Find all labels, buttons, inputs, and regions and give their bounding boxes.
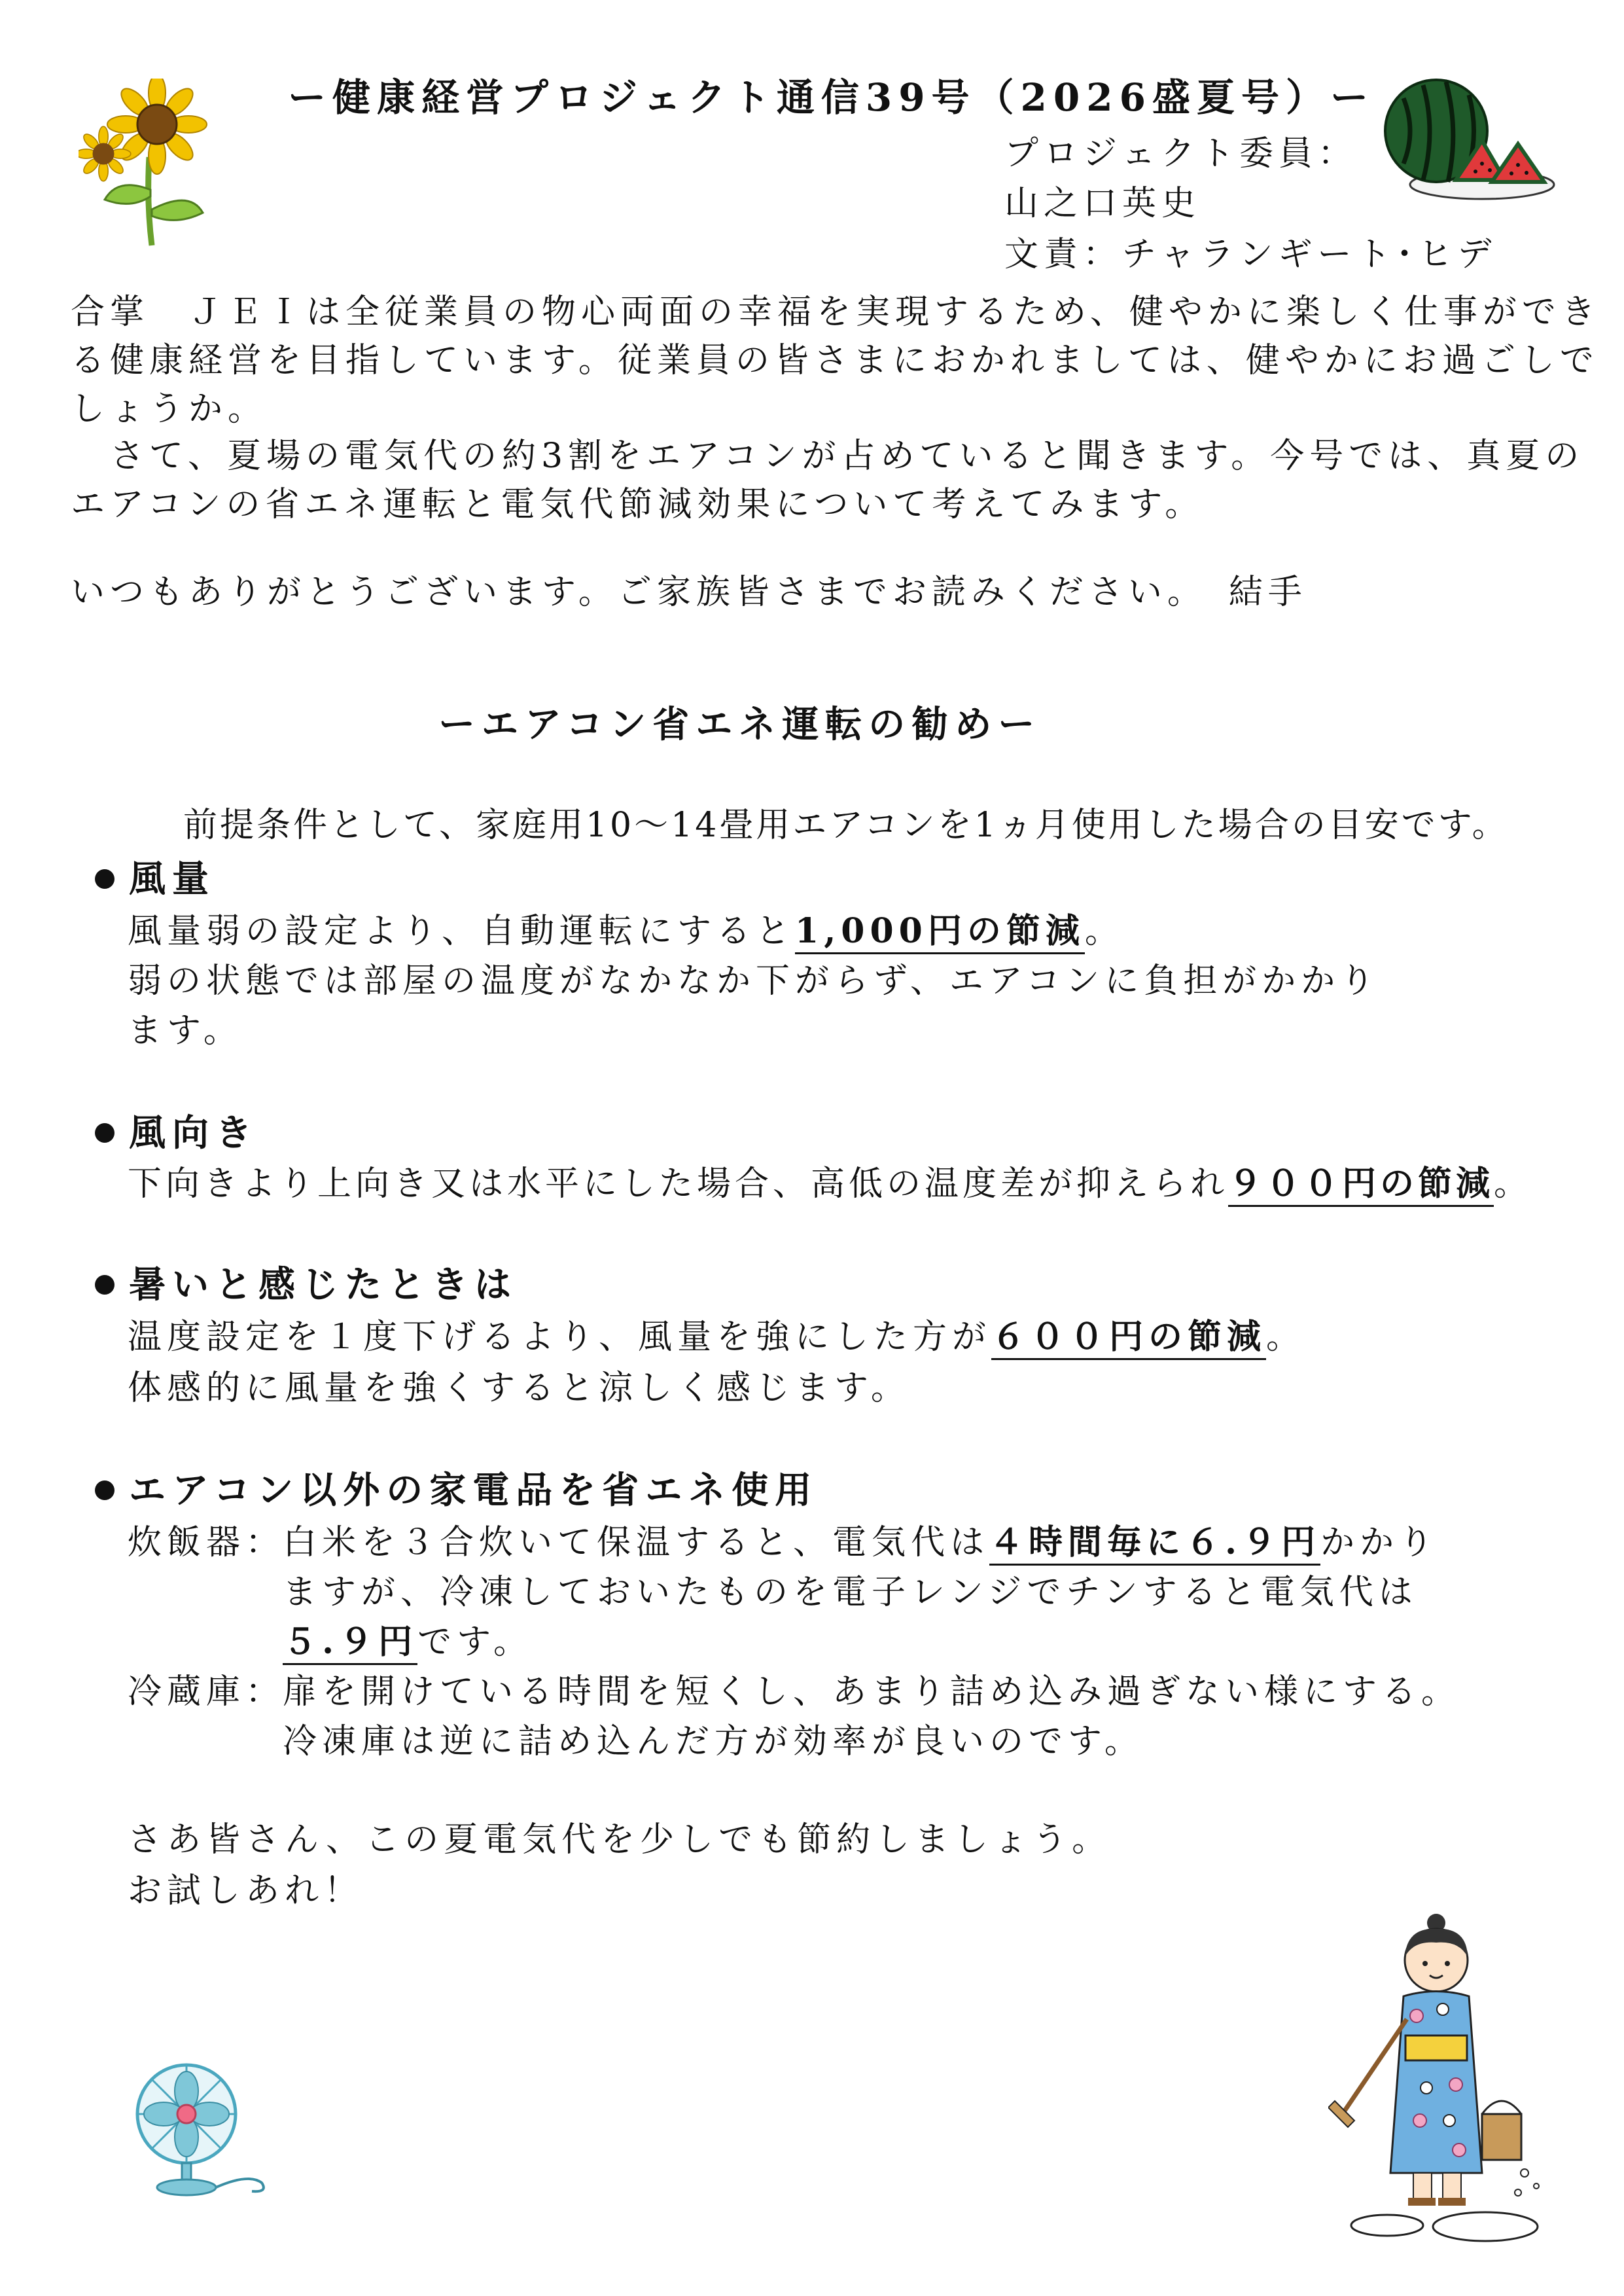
newsletter-title: ー健康経営プロジェクト通信39号（2026盛夏号）ー <box>288 75 1375 120</box>
rice-cooker-label: 炊飯器： <box>128 1523 285 1562</box>
wind-volume-line-3: ます。 <box>128 1011 243 1050</box>
fridge-line-1: 扉を開けている時間を短くし、あまり詰め込み過ぎない様にする。 <box>283 1672 1461 1712</box>
bullet-icon <box>95 1123 115 1143</box>
heading-feeling-hot: 暑いと感じたときは <box>95 1261 518 1309</box>
hot-line-2: 体感的に風量を強くすると涼しく感じます。 <box>128 1369 910 1408</box>
heading-appliances: エアコン以外の家電品を省エネ使用 <box>95 1466 818 1515</box>
committee-label: プロジェクト委員： <box>1004 134 1357 173</box>
yukata-girl-uchimizu-illustration <box>1328 1911 1551 2251</box>
bullet-icon <box>95 869 115 889</box>
intro-line-4: さて、夏場の電気代の約3割をエアコンが占めていると聞きます。今号では、真夏の <box>71 437 1585 476</box>
hot-line-1: 温度設定を１度下げるより、風量を強にした方が６００円の節減。 <box>128 1313 1305 1361</box>
bullet-icon <box>95 1480 115 1500</box>
wind-volume-line-2: 弱の状態では部屋の温度がなかなか下がらず、エアコンに負担がかかり <box>128 961 1380 1001</box>
watermelon-illustration <box>1377 72 1557 209</box>
intro-line-1: 合掌 ＪＥＩは全従業員の物心両面の幸福を実現するため、健やかに楽しく仕事ができ <box>71 293 1600 332</box>
electric-fan-illustration <box>131 2062 275 2199</box>
intro-line-2: る健康経営を目指しています。従業員の皆さまにおかれましては、健やかにお過ごしで <box>71 341 1599 380</box>
heading-wind-direction: 風向き <box>95 1109 258 1157</box>
rice-cooker-line-1: 白米を３合炊いて保温すると、電気代は４時間毎に６.９円かかり <box>283 1518 1438 1567</box>
committee-member: 山之口英史 <box>1004 184 1201 223</box>
closing-line-2: お試しあれ！ <box>128 1871 364 1910</box>
intro-line-3: しょうか。 <box>71 389 268 429</box>
rice-cooker-line-3: ５.９円です。 <box>283 1618 533 1666</box>
section-title: ーエアコン省エネ運転の勧めー <box>438 703 1042 746</box>
intro-line-5: エアコンの省エネ運転と電気代節減効果について考えてみます。 <box>71 485 1205 524</box>
wind-direction-line-1: 下向きより上向き又は水平にした場合、高低の温度差が抑えられ９００円の節減。 <box>128 1160 1532 1208</box>
intro-line-6: いつもありがとうございます。ご家族皆さまでお読みください。 結手 <box>71 573 1307 612</box>
wind-volume-line-1: 風量弱の設定より、自動運転にすると1,000円の節減。 <box>128 907 1124 956</box>
fridge-line-2: 冷凍庫は逆に詰め込んだ方が効率が良いのです。 <box>283 1722 1144 1761</box>
fridge-label: 冷蔵庫： <box>128 1672 285 1712</box>
bullet-icon <box>95 1275 115 1295</box>
editor-credit: 文責：チャランギート･ヒデ <box>1004 235 1497 274</box>
sunflower-illustration <box>79 79 216 249</box>
rice-cooker-line-2: ますが、冷凍しておいたものを電子レンジでチンすると電気代は <box>283 1573 1418 1612</box>
heading-wind-volume: 風量 <box>95 855 215 903</box>
premise-text: 前提条件として、家庭用10～14畳用エアコンを1ヵ月使用した場合の目安です。 <box>183 806 1509 845</box>
closing-line-1: さあ皆さん、この夏電気代を少しでも節約しましょう。 <box>128 1820 1112 1859</box>
